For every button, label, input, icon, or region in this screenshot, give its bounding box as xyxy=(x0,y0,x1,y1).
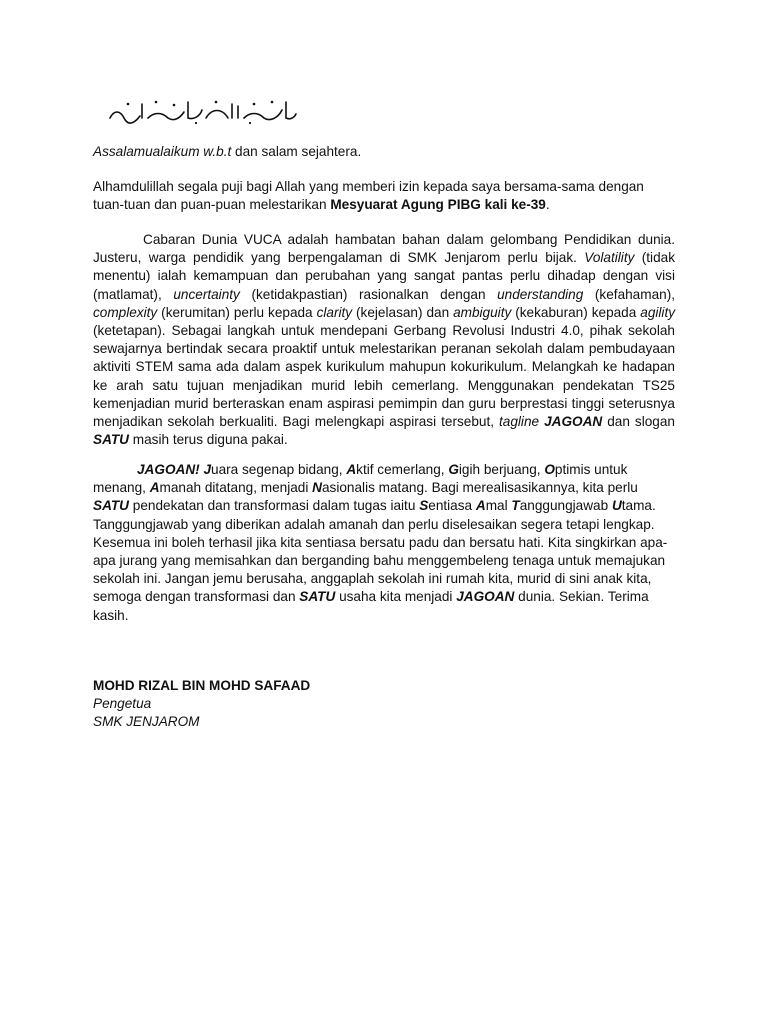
greeting-rest: dan salam sejahtera. xyxy=(231,144,362,159)
jagoan-text: asionalis matang. Bagi merealisasikannya, kita perlu xyxy=(322,480,638,496)
jagoan-heading: JAGOAN! xyxy=(137,462,200,477)
term-agility: agility xyxy=(640,304,676,320)
term-volatility: Volatility xyxy=(584,250,635,266)
acronym-letter: A xyxy=(475,498,486,514)
jagoan-text: igih berjuang, xyxy=(458,462,545,477)
jagoan-text: pendekatan dan transformasi dalam tugas iaitu xyxy=(129,498,420,514)
acronym-letter: T xyxy=(511,498,520,514)
term-clarity: clarity xyxy=(316,304,353,320)
jagoan-text: usaha kita menjadi xyxy=(335,589,457,605)
vuca-text: (ketidakpastian) rasionalkan dengan xyxy=(239,286,498,302)
vuca-text: (kefahaman), xyxy=(583,286,675,302)
vuca-text: dan slogan xyxy=(602,414,675,430)
jagoan-text: manah ditatang, menjadi xyxy=(159,480,313,496)
jagoan-paragraph xyxy=(93,461,675,625)
slogan-satu: SATU xyxy=(93,432,129,448)
jagoan-text: dunia. Sekian. Terima kasih. xyxy=(93,589,649,623)
vuca-text: masih terus diguna pakai. xyxy=(129,432,288,448)
intro-text: Alhamdulillah segala puji bagi Allah yang memberi izin kepada saya bersama-sama dengan tuan-tuan dan puan-puan melestarikan xyxy=(93,179,644,213)
vuca-text: Cabaran Dunia VUCA adalah hambatan bahan dalam gelombang Pendidikan dunia. Justeru, warga pendidik yang berpengalaman di SMK Jenjarom perlu bijak. xyxy=(93,232,675,266)
jagoan-text: uara segenap bidang, xyxy=(211,462,347,477)
tagline-jagoan: JAGOAN xyxy=(456,589,515,605)
acronym-letter: A xyxy=(346,462,357,477)
jagoan-text: tama. Tanggungjawab yang diberikan adalah amanah dan perlu diselesaikan segera tetapi lengkap. Kesemua ini boleh terhasil jika kita sentiasa bersatu padu dan bersatu hati. Kita singkirkan apa-apa jurang yang memisahkan dan berganding bahu menggembeleng tenaga untuk memajukan sekolah ini. Jangan jemu berusaha, anggaplah sekolah ini rumah kita, murid di sini anak kita, semoga dengan transformasi dan xyxy=(93,498,668,605)
vuca-text: (kekaburan) kepada xyxy=(511,304,641,320)
acronym-letter: O xyxy=(544,462,555,477)
jagoan-text: mal xyxy=(485,498,512,514)
calligraphy-icon xyxy=(104,96,300,126)
greeting-salam: Assalamualaikum w.b.t xyxy=(93,144,232,159)
intro-paragraph xyxy=(93,178,675,214)
acronym-letter: S xyxy=(419,498,429,514)
jagoan-text: ptimis untuk menang, xyxy=(93,462,628,496)
term-complexity: complexity xyxy=(93,304,158,320)
term-tagline: tagline xyxy=(499,414,540,430)
acronym-letter: A xyxy=(149,480,160,496)
term-ambiguity: ambiguity xyxy=(453,304,512,320)
acronym-letter: N xyxy=(312,480,322,496)
signatory-school: SMK JENJAROM xyxy=(93,714,200,730)
vuca-text: (kerumitan) perlu kepada xyxy=(157,304,317,320)
acronym-letter: G xyxy=(448,462,459,477)
signatory-position: Pengetua xyxy=(93,696,152,712)
intro-period: . xyxy=(545,197,550,213)
term-uncertainty: uncertainty xyxy=(173,286,240,302)
vuca-text: (ketetapan). Sebagai langkah untuk mendepani Gerbang Revolusi Industri 4.0, pihak sekolah sewajarnya bertindak secara proaktif untuk melestarikan peranan sekolah dalam pembudayaan aktiviti STEM sama ada dalam aspek kurikulum mahupun kokurikulum. Melangkah ke hadapan ke arah satu tujuan menjadikan murid lebih cemerlang. Menggunakan pendekatan TS25 kemenjadian murid berteraskan enam aspirasi pemimpin dan guru berprestasi tinggi seterusnya menjadikan sekolah berkualiti. Bagi melengkapi aspirasi tersebut, xyxy=(93,323,675,430)
slogan-satu: SATU xyxy=(93,498,129,514)
tagline-jagoan: JAGOAN xyxy=(544,414,603,430)
intro-event-name: Mesyuarat Agung PIBG kali ke-39 xyxy=(330,197,546,213)
greeting-line xyxy=(93,143,675,161)
slogan-satu: SATU xyxy=(299,589,336,605)
arabic-greeting-calligraphy xyxy=(104,96,300,126)
vuca-text: (tidak menentu) ialah kemampuan dan perubahan yang sangat pantas perlu dihadap dengan visi (matlamat), xyxy=(93,250,675,302)
jagoan-text: anggungjawab xyxy=(519,498,612,514)
jagoan-text: ktif cemerlang, xyxy=(356,462,449,477)
jagoan-text: entiasa xyxy=(428,498,476,514)
acronym-letter: J xyxy=(203,462,212,477)
term-understanding: understanding xyxy=(497,286,584,302)
signatory-name: MOHD RIZAL BIN MOHD SAFAAD xyxy=(93,678,311,693)
signature-block xyxy=(93,677,310,732)
acronym-letter: U xyxy=(611,498,622,514)
vuca-paragraph xyxy=(93,231,675,449)
vuca-text: (kejelasan) dan xyxy=(352,304,454,320)
